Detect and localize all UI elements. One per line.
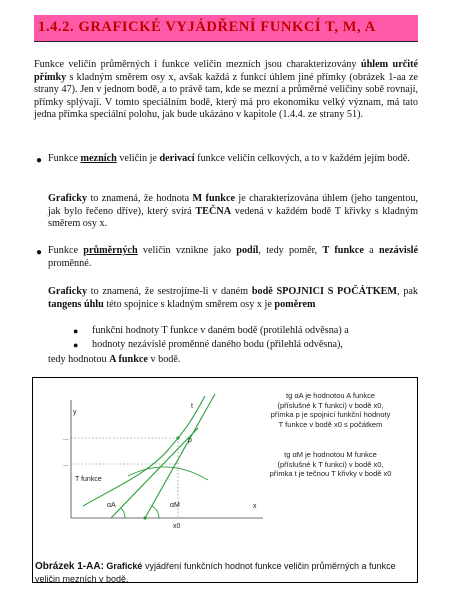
text: proměnné. xyxy=(48,257,92,269)
bold-text: T funkce xyxy=(322,245,364,256)
bold-text: úhlem určité přímky xyxy=(34,59,418,83)
t-function-curve xyxy=(83,396,205,506)
text: , tedy poměr, xyxy=(258,245,323,256)
figure-box xyxy=(32,377,418,583)
bullet-icon: ● xyxy=(36,155,43,166)
x0-label: x0 xyxy=(173,523,181,530)
text: v bodě. xyxy=(147,354,181,365)
text: , pak xyxy=(397,286,419,297)
angle-a-arc xyxy=(121,508,125,518)
bold-text: poměrem xyxy=(274,298,316,310)
sub-bullet-icon: ● xyxy=(73,326,79,336)
intro-paragraph xyxy=(34,59,418,122)
caption-label: Obrázek 1-AA: xyxy=(35,561,104,572)
x0-point xyxy=(176,436,179,439)
tick-dots: ... xyxy=(63,435,69,442)
bullet-average-paragraph xyxy=(48,245,418,270)
bold-text: bodě SPOJNICI S POČÁTKEM xyxy=(251,286,398,297)
annotation-line: tg αA je hodnotou A funkce xyxy=(286,391,375,400)
angle-m-arc xyxy=(152,506,159,518)
annotation-average xyxy=(248,391,413,429)
p-line-label: p xyxy=(188,437,192,444)
tangent-x-intercept-point xyxy=(143,516,146,519)
bold-text: tangens úhlu xyxy=(48,298,104,310)
conclusion-line xyxy=(48,354,418,367)
text: funkce veličin celkových, a to v každém jejím bodě. xyxy=(194,153,410,164)
text: je charakterizována úhlem (jeho tangentou, jak bylo řečeno dříve), který svírá xyxy=(48,193,418,217)
text: vedená v každém bodě T křivky s kladným směrem osy x. xyxy=(48,205,418,230)
p-line xyxy=(111,428,198,518)
section-heading: 1.4.2. GRAFICKÉ VYJÁDŘENÍ FUNKCÍ T, M, A xyxy=(38,19,376,35)
figure-caption xyxy=(35,560,418,586)
annotation-line: tg αM je hodnotou M funkce xyxy=(284,450,377,459)
sub-item-opposite: funkční hodnoty T funkce v daném bodě (protilehlá odvěsna) a xyxy=(92,325,349,336)
tick-dots: ... xyxy=(63,461,69,468)
text: tedy hodnotou xyxy=(48,354,110,365)
annotation-line: přímka p je spojnicí funkční hodnoty xyxy=(270,410,391,419)
section-heading-bar xyxy=(34,15,418,42)
graphic-marginal-paragraph xyxy=(48,193,418,231)
bullet-icon: ● xyxy=(36,247,43,258)
caption-bold: Grafické xyxy=(103,561,143,571)
annotation-line: (příslušné k T funkci) v bodě x0, xyxy=(277,400,384,410)
annotation-line: T funkce v bodě x0 s počátkem xyxy=(278,419,383,429)
alpha-a-label: αA xyxy=(107,502,116,509)
graphic-average-paragraph xyxy=(48,286,418,311)
bold-text: Graficky xyxy=(48,193,88,204)
t-tangent-line xyxy=(145,394,215,518)
bold-text: Graficky xyxy=(48,286,88,297)
bold-text: A funkce xyxy=(109,354,148,365)
bold-text: nezávislé xyxy=(378,245,419,256)
y-axis-label: y xyxy=(73,409,77,416)
bullet-marginal-paragraph xyxy=(48,153,418,166)
annotation-line: přímka t je tečnou T křivky v bodě x0 xyxy=(269,469,392,478)
bold-text: průměrných xyxy=(83,245,138,256)
sub-bullet-icon: ● xyxy=(73,340,79,350)
alpha-m-label: αM xyxy=(170,502,180,509)
text: Funkce xyxy=(48,245,84,256)
text: to znamená, že hodnota xyxy=(87,193,193,204)
caption-text: vyjádření funkčních hodnot funkce veličin průměrných a funkce veličin mezních v bodě. xyxy=(35,561,396,584)
annotation-line: (příslušné k T funkci) v bodě x0, xyxy=(277,459,384,469)
x-axis-label: x xyxy=(253,503,257,510)
text: veličin vznikne jako xyxy=(137,245,237,256)
bold-text: TEČNA xyxy=(195,205,232,217)
text: a xyxy=(363,245,379,256)
bold-text: mezních xyxy=(80,153,117,164)
t-function-label: T funkce xyxy=(75,476,102,483)
bold-text: derivací xyxy=(159,153,195,164)
text: to znamená, že sestrojíme-li v daném xyxy=(87,286,252,297)
sub-item-adjacent: hodnoty nezávislé proměnné daného bodu (přilehlá odvěsna), xyxy=(92,339,343,350)
text: veličin je xyxy=(116,153,160,164)
text: Funkce veličin průměrných i funkce veličin mezních jsou charakterizovány xyxy=(34,59,361,70)
bold-text: M funkce xyxy=(192,193,235,204)
bold-text: podíl xyxy=(236,245,259,256)
text: s kladným směrem osy x, avšak každá z funkcí úhlem jiné přímky (obrázek 1-aa ze strany 47). Jen v jednom bodě, a to právě tam, kde se mezní a průměrné veličiny sobě rovnají, přímky splývají. V tomto speciálním bodě, který má pro ekonomiku velký význam, má tato jedna přímka speciální polohu, jak bude ukázáno v kapitole (1.4.4. ze strany 51). xyxy=(34,71,418,121)
text: Funkce xyxy=(48,153,81,164)
annotation-marginal xyxy=(248,450,413,479)
text: této spojnice s kladným směrem osy x je xyxy=(103,298,275,310)
t-line-label: t xyxy=(191,403,193,410)
